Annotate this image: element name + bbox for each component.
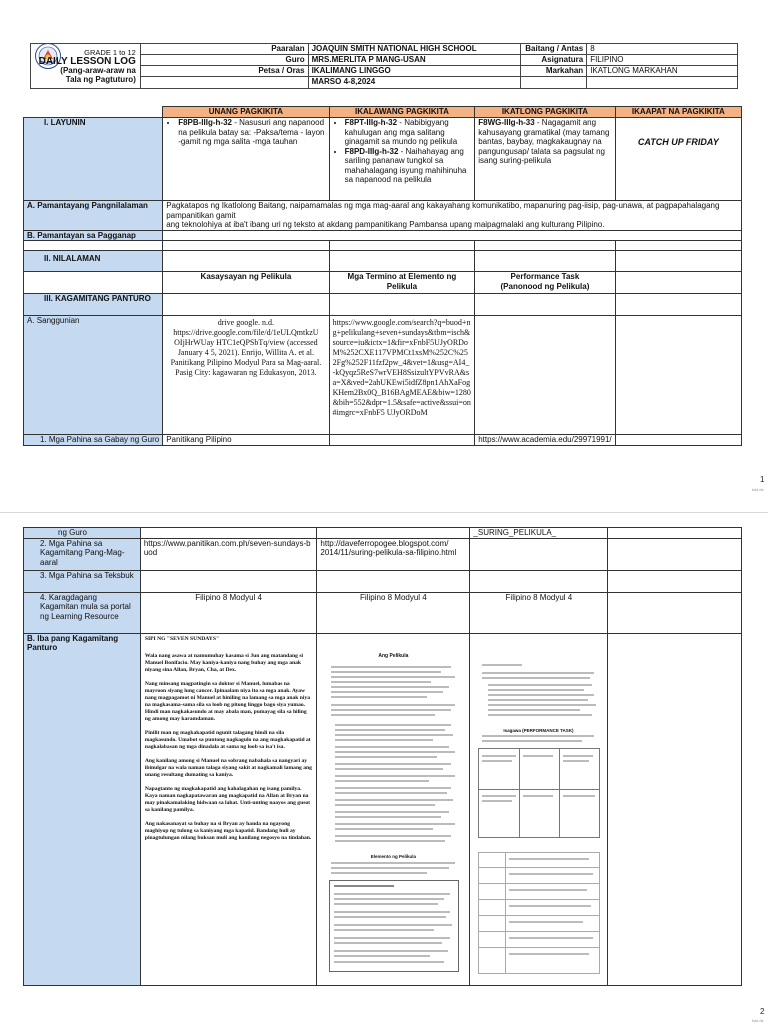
page-number-1: 1 <box>760 475 765 484</box>
title-block <box>31 44 141 89</box>
petsa-label: Petsa / Oras <box>140 66 308 77</box>
baitang-label: Baitang / Antas <box>521 44 587 55</box>
baitang-value: 8 <box>587 44 738 55</box>
pamantayang-text-1: Pagkatapos ng Ikatlolong Baitang, naipamamalas ng mga mag-aaral ang kakayahang komunikatibo, mapanuring pag-iisip, pag-unawa, at pagpapahalagang pampanitikan gamit <box>166 201 720 220</box>
kagamitang-mag-aaral-col2 <box>317 538 470 570</box>
rubric-grid-image <box>478 748 600 838</box>
log-title: DAILY LESSON LOG <box>38 56 136 67</box>
story-paragraph-1: Wala nang asawa at namumuhay kasama si Jun ang matandang si Manuel Bonifacio. May kaniya-kaniya nang buhay ang mga anak niyang sina Allan, Bryan, Cha, at Dex. <box>144 652 304 673</box>
layunin-label: I. LAYUNIN <box>24 118 163 201</box>
performance-task-title: Isagawa (PERFORMANCE TASK) <box>503 727 574 733</box>
lesson-table-page1 <box>23 106 742 446</box>
story-paragraph-4: Ang kanilang among si Manuel na sobrang nabahala sa nangyari ay ibinulgar na wala naman talaga siyang sakit at nagkamali lamang ang unang resultang dumating sa kaniya. <box>144 757 312 778</box>
gabay-label: 1. Mga Pahina sa Gabay ng Guro <box>40 435 160 444</box>
layunin-col1-code: F8PB-IIIg-h-32 <box>178 118 232 127</box>
petsa-value-2: MARSO 4-8,2024 <box>308 77 521 89</box>
paaralan-value: JOAQUIN SMITH NATIONAL HIGH SCHOOL <box>308 44 521 55</box>
guro-label: Guro <box>140 55 308 66</box>
layunin-col2a-text: - Nabibigyang kahulugan ang mga salitang ginagamit sa mundo ng pelikula <box>344 118 458 146</box>
pamantayang-pangnilalaman-label: A. Pamantayang Pangnilalaman <box>24 201 163 231</box>
iba-pang-label: B. Iba pang Kagamitang Panturo <box>24 633 141 985</box>
karagdagang-col3: Filipino 8 Modyul 4 <box>470 592 608 633</box>
performance-task-cell <box>470 633 608 985</box>
layunin-col2a-code: F8PT-IIIg-h-32 <box>344 118 398 127</box>
karagdagang-col2: Filipino 8 Modyul 4 <box>317 592 470 633</box>
layunin-col3-code: F8WG-IIIg-h-33 <box>478 118 535 127</box>
panonood-label: (Panonood ng Pelikula) <box>500 281 590 291</box>
nilalaman-label: II. NILALAMAN <box>24 251 163 272</box>
performance-task-image <box>474 638 602 978</box>
teksbuk-label: 3. Mga Pahina sa Teksbuk <box>24 570 141 592</box>
page-number-2: 2 <box>760 1007 765 1016</box>
layunin-col1 <box>163 118 329 201</box>
handout-title: Ang Pelikula <box>378 652 409 659</box>
asignatura-value: FILIPINO <box>587 55 738 66</box>
checklist-table-image <box>478 852 600 974</box>
layunin-col2b-code: F8PD-IIIg-h-32 <box>344 146 399 156</box>
karagdagang-label: 4. Karagdagang Kagamitan mula sa portal ng Learning Resource <box>24 592 141 633</box>
handout-subtitle: Elemento ng Pelikula <box>370 853 417 859</box>
gabay-col3-continued: _SURING_PELIKULA_ <box>470 528 608 539</box>
asignatura-label: Asignatura <box>521 55 587 66</box>
layunin-col2b-text: - Naihahayag ang sariling pananaw tungkol sa mahahalagang isyung mahihinuha sa napanood na pelikula <box>344 146 467 184</box>
story-title: SIPI NG "SEVEN SUNDAYS" <box>144 635 220 642</box>
story-paragraph-3: Pinilit man ng magkakapatid ngunit talagang hindi na sila magkasundo. Umabot sa puntong nagkagulo na ang magkakapatid at nagkalabasan ng mga dinadala at sama ng loob sa isa't isa. <box>144 729 311 750</box>
lesson-table-page2 <box>23 527 742 986</box>
log-subtitle-2: Tala ng Pagtuturo) <box>65 75 136 84</box>
kagamitang-mag-aaral-col1: https://www.panitikan.com.ph/seven-sundays-buod <box>140 538 317 570</box>
gabay-col1: Panitikang Pilipino <box>163 435 329 446</box>
kagamitang-label: III. KAGAMITANG PANTURO <box>24 294 163 316</box>
guro-value: MRS.MERLITA P MANG-USAN <box>308 55 521 66</box>
story-paragraph-2: Nang minsang magpatingin sa doktor si Manuel, lumabas na mayroon siyang lung cancer. Ipinaalam niya ito sa mga anak. Ayaw nang magpagamot ni Manuel at hiniling na lamang sa mga anak niya na magkasama-sama sila sa loob ng pitong linggo bago siya yumao. Hindi man nagkakasundo at may abala man, pumayag sila sa hiling ng among may karamdaman. <box>144 680 311 722</box>
story-paragraph-5: Napagtanto ng magkakapatid ang kahalagahan ng isang pamilya. Kaya naman nagkapatawaran ang magkapatid na Allan at Bryan na may pinakamalaking hidwaan sa lahat. Unti-unting naayos ang gusot sa kanilang pamilya. <box>144 785 311 813</box>
column-header-3: IKATLONG PAGKIKITA <box>475 107 615 118</box>
karagdagang-col1: Filipino 8 Modyul 4 <box>140 592 317 633</box>
sanggunian-col1: drive google. n.d. https://drive.google.com/file/d/1eULQmtkzU OIjHrWUay HTC1eQPSbTq/view (accessed January 4 5, 2021). Enrijo, Willita A. et al. Panitikang Pilipino Modyul Para sa Mag-aaral. Pasig City: kagawaran ng Edukasyon, 2013. <box>163 316 329 435</box>
layunin-col3-text: - Nagagamit ang kahusayang gramatikal (may tamang bantas, baybay, magkakaugnay na pangungusap/ talata sa pagsulat ng isang suring-pelikula <box>478 118 610 165</box>
layunin-col3 <box>475 118 615 201</box>
gabay-label-continued: ng Guro <box>24 528 141 539</box>
header-table <box>30 43 738 89</box>
seven-sundays-excerpt <box>140 633 317 985</box>
markahan-value: IKATLONG MARKAHAN <box>587 66 738 77</box>
pamantayang-text-2: ang teknolohiya at iba't ibang uri ng teksto at akdang pampanitikang Pambansa upang maipagmalaki ang kulturang Pilipino. <box>166 220 605 229</box>
sanggunian-col2: https://www.google.com/search?q=buod+ng+pelikulang+seven+sundays&tbm=isch&source=iu&ictx=1&fir=xFnbF5UJyORDoM%252CXE117VPMCt1xsM%252C%252Fg%252F11fzf2pw_4&vet=1&usg=AI4_-kQyqz5ReS7wrVEH8SsizultYPVvRA&sa=X&ved=2ahUKEwi5idfZ8pn1AhXaFogKHem2Bx0Q_B16BAgMEAE&biw=1280&bih=552&dpr=1.5&safe=active&ssui=on#imgrc=xFnbF5 UJyORDoM <box>329 316 475 435</box>
document-page-1 <box>0 0 768 512</box>
document-page-2 <box>0 512 768 1025</box>
gabay-label-page1 <box>24 435 163 446</box>
sanggunian-label: A. Sanggunian <box>24 316 163 435</box>
layunin-col1-text: - Nasusuri ang napanood na pelikula batay sa: -Paksa/tema - layon -gamit ng mga salita -mga tauhan <box>178 118 325 146</box>
markahan-label: Markahan <box>521 66 587 77</box>
petsa-value-1: IKALIMANG LINGGO <box>308 66 521 77</box>
nilalaman-col2: Mga Termino at Elemento ng Pelikula <box>329 272 475 294</box>
column-header-4: IKAAPAT NA PAGKIKITA <box>615 107 741 118</box>
pamantayan-pagganap-label: B. Pamantayan sa Pagganap <box>24 230 163 241</box>
story-paragraph-6: Ang nakasanayat sa buhay na si Bryan ay handa na ngayong maghiyop ng tulong sa kaniyang mga kapatid. Bandang huli ay pinagtulungan nilang buksan muli ang kanilang negosyo na tindahan. <box>144 820 312 841</box>
pamantayang-pangnilalaman-text <box>163 201 742 231</box>
paaralan-label: Paaralan <box>140 44 308 55</box>
page-source-1: Ichi.dv <box>752 487 764 492</box>
column-header-2: IKALAWANG PAGKIKITA <box>329 107 475 118</box>
pelikula-handout-cell <box>317 633 470 985</box>
nilalaman-col1: Kasaysayan ng Pelikula <box>163 272 329 294</box>
blog-url-1: http://daveferropogee.blogspot.com/ <box>320 538 449 548</box>
catch-up-friday: CATCH UP FRIDAY <box>615 118 741 201</box>
blog-url-2: 2014/11/suring-pelikula-sa-filipino.html <box>320 548 457 557</box>
grade-label: GRADE 1 to 12 <box>84 48 136 57</box>
performance-task-label: Performance Task <box>510 272 580 281</box>
log-subtitle-1: (Pang-araw-araw na <box>60 66 136 75</box>
elemento-table-image <box>329 880 459 972</box>
layunin-col2 <box>329 118 475 201</box>
nilalaman-col3 <box>475 272 615 294</box>
column-header-1: UNANG PAGKIKITA <box>163 107 329 118</box>
gabay-col3-url: https://www.academia.edu/29971991/ <box>475 435 615 446</box>
page-source-2: Ichi.dv <box>752 1018 764 1023</box>
kagamitang-mag-aaral-label: 2. Mga Pahina sa Kagamitang Pang-Mag-aaral <box>24 538 141 570</box>
pelikula-handout-image <box>323 638 463 978</box>
